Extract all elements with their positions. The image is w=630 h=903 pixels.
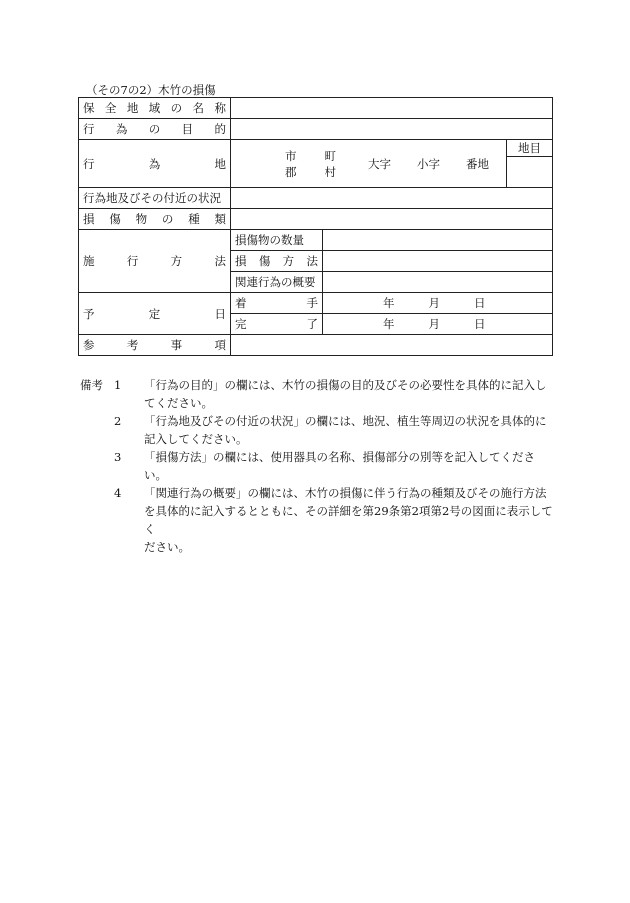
label-char: 日: [214, 306, 226, 321]
row-koui-chi: [79, 140, 553, 188]
label-char: 法: [214, 254, 226, 268]
label-char: 考: [126, 338, 139, 352]
label-cell: [79, 119, 231, 140]
label-fukin-jokyo: 行為地及びその付近の状況: [83, 191, 221, 205]
label-char: 施: [83, 254, 95, 268]
note-number: 2: [114, 414, 122, 428]
label-char: 種: [188, 212, 200, 226]
label-sanko: [83, 337, 226, 353]
input-gaiyo[interactable]: [323, 272, 553, 293]
label-char: 保: [83, 101, 95, 115]
label-cell: [79, 335, 231, 356]
label-month: 月: [428, 317, 440, 331]
label-char: 為: [115, 122, 128, 136]
label-cell: [79, 230, 231, 293]
label-char: 域: [148, 101, 161, 115]
label-char: の: [170, 101, 183, 115]
note-item: [80, 448, 556, 466]
label-char: 定: [148, 306, 161, 321]
label-cell: [231, 293, 323, 314]
label-char: 損: [83, 212, 95, 226]
label-suryo: 損傷物の数量: [235, 233, 304, 247]
label-yotei: [83, 306, 226, 322]
label-char: 完: [235, 317, 247, 331]
note-item: [80, 412, 556, 430]
note-number: 4: [114, 486, 122, 500]
label-seko-hoho: [83, 253, 226, 269]
note-text-cont: を具体的に記入するとともに、その詳細を第29条第2項第2号の図面に表示してく: [144, 504, 553, 536]
label-char: 法: [306, 254, 318, 268]
note-text: 「行為地及びその付近の状況」の欄には、地況、植生等周辺の状況を具体的に: [144, 414, 547, 428]
notes-heading: 備考: [80, 378, 103, 392]
label-char: 行: [83, 122, 95, 136]
note-number: 1: [114, 378, 122, 392]
label-cell: [79, 98, 231, 119]
chimoku-cell[interactable]: [507, 140, 553, 188]
label-char: 為: [148, 156, 161, 171]
note-item: [80, 376, 556, 394]
label-koui-chi: [83, 156, 226, 172]
label-char: 予: [83, 306, 95, 321]
label-char: 事: [170, 338, 183, 352]
note-number: 3: [114, 450, 122, 464]
label-char: 地: [214, 156, 226, 171]
note-text-cont: ださい。: [144, 540, 190, 554]
label-char: 称: [214, 101, 226, 115]
row-fukin-jokyo: [79, 188, 553, 209]
input-address[interactable]: [231, 140, 507, 188]
label-cell: [79, 140, 231, 188]
note-text: 「行為の目的」の欄には、木竹の損傷の目的及びその必要性を具体的に記入し: [144, 378, 547, 392]
label-day: 日: [474, 296, 486, 310]
row-shurui: [79, 209, 553, 230]
label-gun: 郡: [285, 164, 297, 179]
label-char: 的: [214, 122, 226, 136]
label-char: 着: [235, 296, 247, 310]
label-char: 類: [214, 212, 226, 226]
label-koaza: 小字: [417, 156, 440, 171]
label-cell: [231, 314, 323, 335]
row-sanko: [79, 335, 553, 356]
label-char: 手: [306, 296, 318, 310]
label-sonsho-hoho: [235, 253, 318, 269]
label-char: 損: [235, 254, 247, 268]
label-banchi: 番地: [466, 156, 489, 171]
label-hozen-chiiki: [83, 100, 226, 116]
input-start-date[interactable]: [323, 293, 553, 314]
note-text: 「損傷方法」の欄には、使用器具の名称、損傷部分の別等を記入してくださ: [144, 450, 535, 464]
label-char: 項: [214, 338, 226, 352]
note-item: [80, 484, 556, 502]
label-year: 年: [383, 317, 395, 331]
label-year: 年: [383, 296, 395, 310]
label-cell: [79, 293, 231, 335]
label-cell: [231, 230, 323, 251]
label-cell: [79, 188, 231, 209]
input-suryo[interactable]: [323, 230, 553, 251]
input-sonsho-hoho[interactable]: [323, 251, 553, 272]
label-char: 行: [126, 254, 139, 268]
label-char: 参: [83, 338, 95, 352]
label-chakushu: [235, 295, 318, 311]
label-shurui: [83, 211, 226, 227]
note-text-cont: 記入してください。: [144, 432, 248, 446]
input-shurui[interactable]: [231, 209, 553, 230]
input-hozen-chiiki[interactable]: [231, 98, 553, 119]
notes-section: [80, 376, 556, 556]
label-char: 名: [192, 101, 205, 115]
label-char: 物: [135, 212, 148, 226]
row-seko-suryo: [79, 230, 553, 251]
label-gaiyo: 関連行為の概要: [235, 275, 316, 289]
label-char: 全: [104, 101, 117, 115]
row-hozen-chiiki: [79, 98, 553, 119]
note-text-cont: てください。: [144, 396, 213, 410]
label-char: 方: [170, 254, 183, 268]
label-char: 行: [83, 156, 95, 171]
label-cell: [231, 272, 323, 293]
label-char: の: [148, 122, 161, 136]
note-text: 「関連行為の概要」の欄には、木竹の損傷に伴う行為の種類及びその施行方法: [144, 486, 547, 500]
label-char: 地: [126, 101, 139, 115]
note-text-cont: い。: [144, 468, 167, 482]
label-char: の: [161, 212, 174, 226]
page-title: （その7の2）木竹の損傷: [86, 83, 216, 97]
label-shi: 市: [285, 148, 297, 163]
label-char: 目: [181, 122, 194, 136]
input-fukin-jokyo[interactable]: [231, 188, 553, 209]
input-end-date[interactable]: [323, 314, 553, 335]
application-form-table: [78, 97, 553, 356]
label-kanryo: [235, 316, 318, 332]
label-char: 傷: [258, 254, 271, 268]
row-koui-mokuteki: [79, 119, 553, 140]
label-son: 村: [324, 164, 336, 179]
label-cell: [231, 251, 323, 272]
label-cho: 町: [324, 148, 336, 163]
label-chimoku: 地目: [507, 140, 552, 157]
row-yotei-start: [79, 293, 553, 314]
input-koui-mokuteki[interactable]: [231, 119, 553, 140]
label-koui-mokuteki: [83, 121, 226, 137]
label-cell: [79, 209, 231, 230]
label-month: 月: [428, 296, 440, 310]
label-char: 方: [282, 254, 295, 268]
label-day: 日: [474, 317, 486, 331]
label-char: 了: [306, 317, 318, 331]
input-sanko[interactable]: [231, 335, 553, 356]
label-oaza: 大字: [368, 156, 391, 171]
label-char: 傷: [109, 212, 121, 226]
